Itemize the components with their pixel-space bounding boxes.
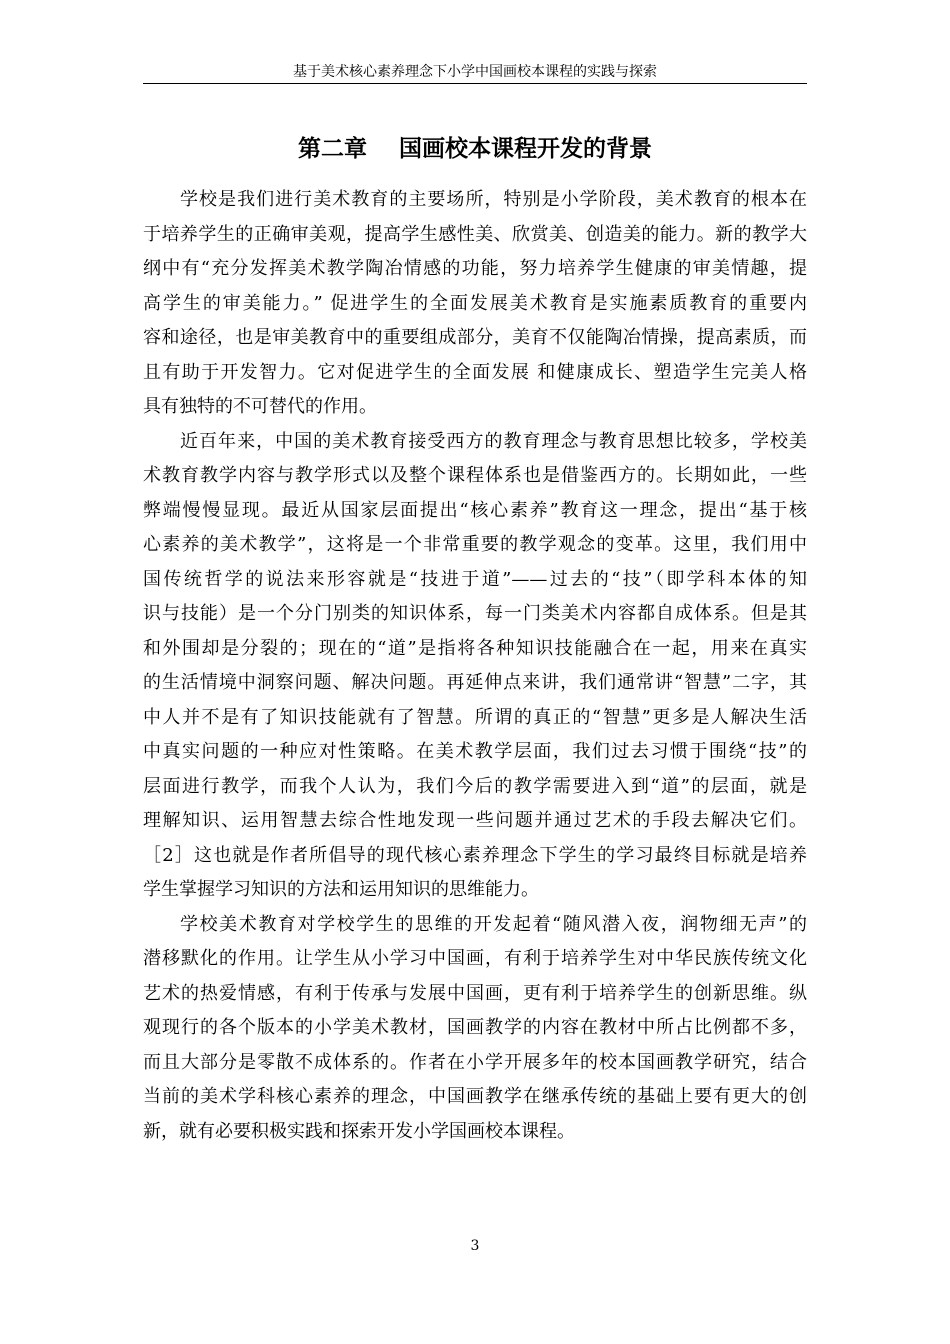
paragraph-line: 层面进行教学，而我个人认为，我们今后的教学需要进入到“道”的层面，就是: [143, 775, 807, 797]
paragraph-line: 高学生的审美能力。” 促进学生的全面发展美术教育是实施素质教育的重要内: [143, 292, 807, 314]
paragraph-line: 艺术的热爱情感，有利于传承与发展中国画，更有利于培养学生的创新思维。纵: [143, 982, 807, 1004]
paragraph-line: 中人并不是有了知识技能就有了智慧。所谓的真正的“智慧”更多是人解决生活: [143, 706, 807, 728]
paragraph-line: 弊端慢慢显现。最近从国家层面提出“核心素养”教育这一理念，提出“基于核: [143, 499, 807, 521]
paragraph-line: 且有助于开发智力。它对促进学生的全面发展 和健康成长、塑造学生完美人格: [143, 361, 807, 383]
paragraph-line: 观现行的各个版本的小学美术教材，国画教学的内容在教材中所占比例都不多，: [143, 1017, 807, 1038]
paragraph-line: 的生活情境中洞察问题、解决问题。再延伸点来讲，我们通常讲“智慧”二字，其: [143, 672, 807, 693]
header-rule: [143, 83, 807, 84]
paragraph-line: 学校是我们进行美术教育的主要场所，特别是小学阶段，美术教育的根本在: [180, 189, 807, 210]
paragraph-line: 学生掌握学习知识的方法和运用知识的思维能力。: [143, 879, 539, 900]
paragraph-line: 具有独特的不可替代的作用。: [143, 396, 377, 417]
paragraph-line: 学校美术教育对学校学生的思维的开发起着“随风潜入夜，润物细无声”的: [180, 913, 807, 935]
paragraph-line: ［2］这也就是作者所倡导的现代核心素养理念下学生的学习最终目标就是培养: [143, 844, 807, 866]
paragraph-line: 纲中有“充分发挥美术教学陶冶情感的功能，努力培养学生健康的审美情趣，提: [143, 258, 807, 279]
page-number: 3: [470, 1238, 480, 1254]
paragraph-line: 而且大部分是零散不成体系的。作者在小学开展多年的校本国画教学研究，结合: [143, 1051, 807, 1073]
paragraph-line: 容和途径，也是审美教育中的重要组成部分，美育不仅能陶冶情操，提高素质，而: [143, 327, 807, 348]
paragraph-line: 当前的美术学科核心素养的理念，中国画教学在继承传统的基础上要有更大的创: [143, 1086, 807, 1107]
chapter-title: 第二章 国画校本课程开发的背景: [297, 136, 653, 162]
paragraph-line: 于培养学生的正确审美观，提高学生感性美、欣赏美、创造美的能力。新的教学大: [143, 223, 807, 245]
running-header: 基于美术核心素养理念下小学中国画校本课程的实践与探索: [293, 64, 657, 80]
paragraph-line: 近百年来，中国的美术教育接受西方的教育理念与教育思想比较多，学校美: [180, 430, 807, 452]
body-text: [143, 183, 807, 1149]
paragraph-line: 和外围却是分裂的；现在的“道”是指将各种知识技能融合在一起，用来在真实: [143, 637, 807, 659]
paragraph-line: 识与技能）是一个分门别类的知识体系，每一门类美术内容都自成体系。但是其: [143, 603, 807, 624]
paragraph-line: 心素养的美术教学”，这将是一个非常重要的教学观念的变革。这里，我们用中: [143, 534, 807, 555]
paragraph-line: 中真实问题的一种应对性策略。在美术教学层面，我们过去习惯于围绕“技”的: [143, 741, 807, 762]
paragraph-line: 潜移默化的作用。让学生从小学习中国画，有利于培养学生对中华民族传统文化: [143, 948, 807, 969]
paragraph-line: 国传统哲学的说法来形容就是“技进于道”——过去的“技”（即学科本体的知: [143, 568, 807, 590]
paragraph-line: 新，就有必要积极实践和探索开发小学国画校本课程。: [143, 1120, 575, 1142]
paragraph-line: 理解知识、运用智慧去综合性地发现一些问题并通过艺术的手段去解决它们。: [143, 810, 807, 831]
paragraph-line: 术教育教学内容与教学形式以及整个课程体系也是借鉴西方的。长期如此，一些: [143, 465, 807, 486]
